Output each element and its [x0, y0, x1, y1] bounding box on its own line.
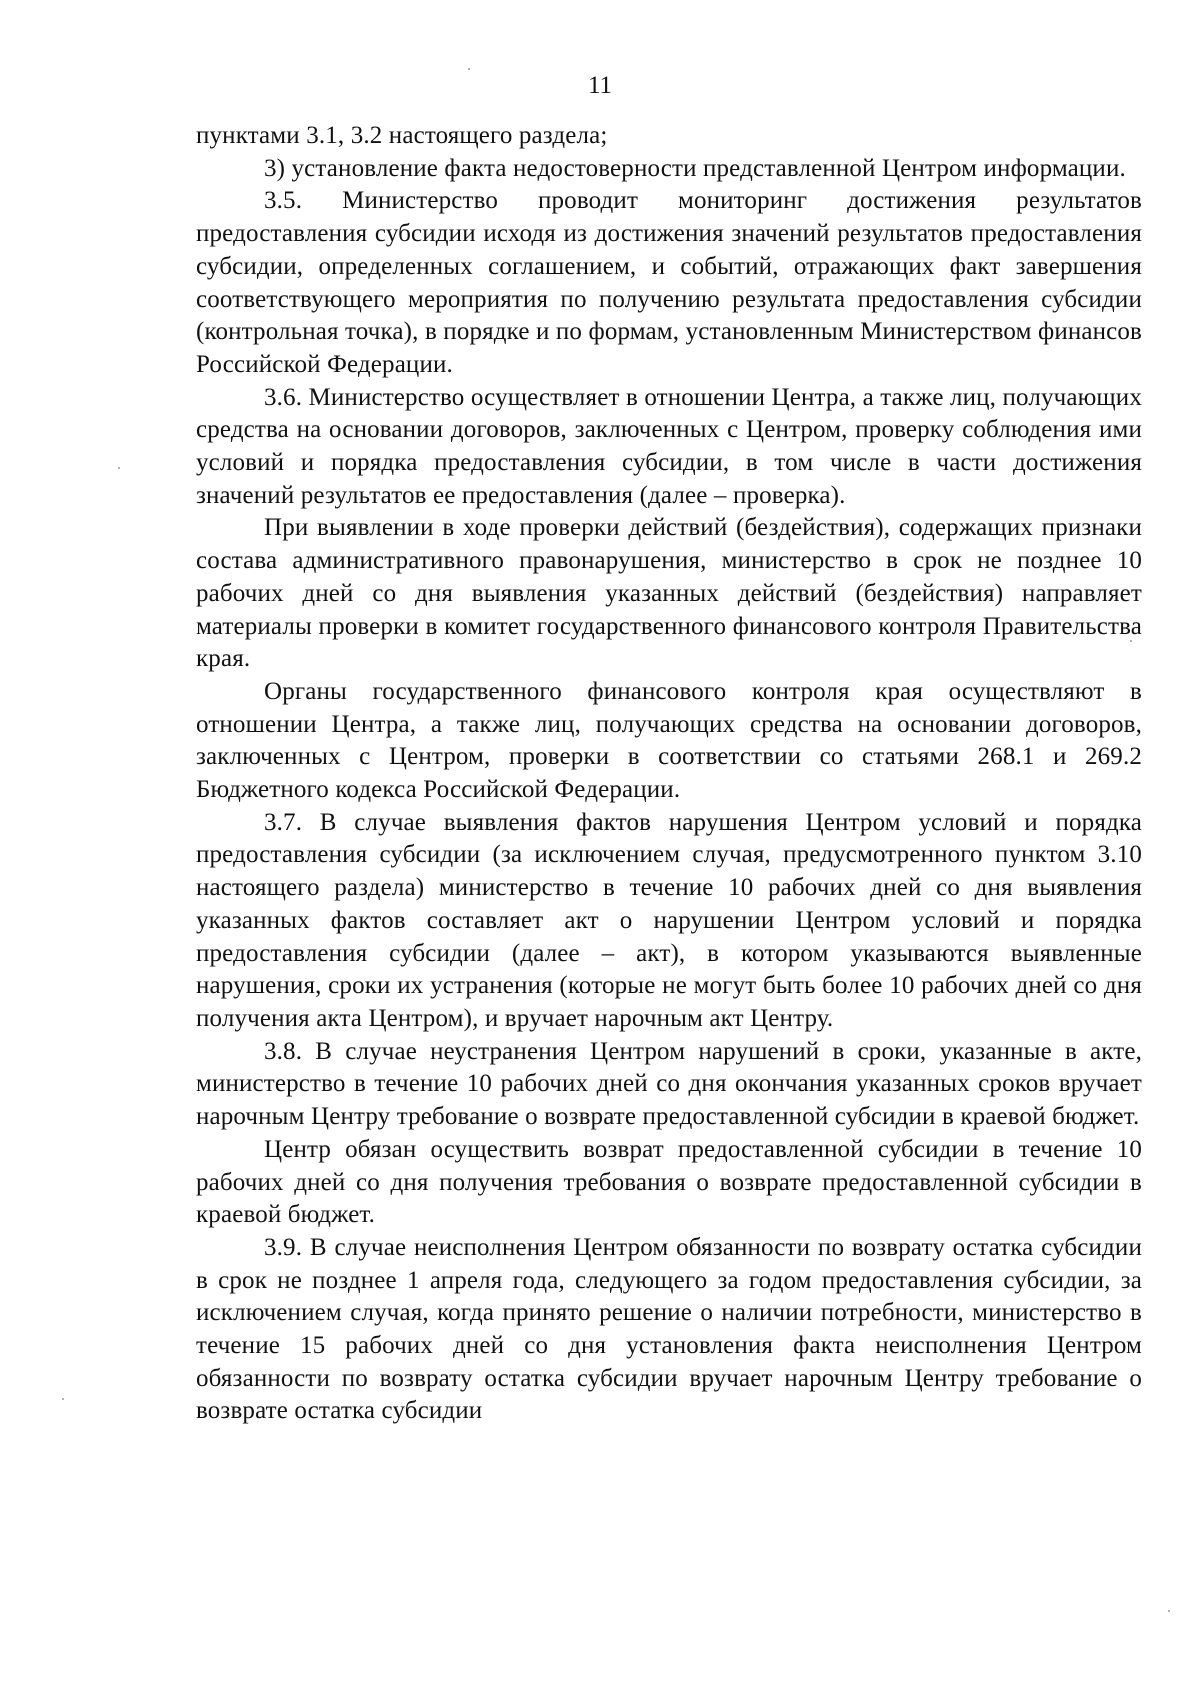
paragraph-10: 3.9. В случае неисполнения Центром обязанности по возврату остатка субсидии в срок не позднее 1 апреля года, следующего за годом предоставления субсидии, за исключением случая, когда принято решение о наличии потребности, министерство в течение 15 рабочих дней со дня установления факта неисполнения Центром обязанности по возврату остатка субсидии вручает нарочным Центру требование о возврате остатка субсидии — [196, 1233, 1142, 1425]
scan-speck — [468, 68, 470, 70]
scan-speck — [62, 1398, 64, 1400]
paragraph-6: Органы государственного финансового контроля края осуществляют в отношении Центра, а также лиц, получающих средства на основании договоров, заключенных с Центром, проверки в соответствии со статьями 268.1 и 269.2 Бюджетного кодекса Российской Федерации. — [196, 677, 1142, 804]
paragraph-1: пунктами 3.1, 3.2 настоящего раздела; — [196, 122, 608, 149]
paragraph-4: 3.6. Министерство осуществляет в отношении Центра, а также лиц, получающих средства на основании договоров, заключенных с Центром, проверку соблюдения ими условий и порядка предоставления субсидии, в том числе в части достижения значений результатов ее предоставления (далее – проверка). — [196, 383, 1142, 509]
paragraph-5: При выявлении в ходе проверки действий (бездействия), содержащих признаки состава административного правонарушения, министерство в срок не позднее 10 рабочих дней со дня выявления указанных действий (бездействия) направляет материалы проверки в комитет государственного финансового контроля Правительства края. — [196, 514, 1142, 673]
paragraph-9: Центр обязан осуществить возврат предоставленной субсидии в течение 10 рабочих дней со дня получения требования о возврате предоставленной субсидии в краевой бюджет. — [196, 1135, 1142, 1229]
paragraph-7: 3.7. В случае выявления фактов нарушения Центром условий и порядка предоставления субсидии (за исключением случая, предусмотренного пунктом 3.10 настоящего раздела) министерство в течение 10 рабочих дней со дня выявления указанных фактов составляет акт о нарушении Центром условий и порядка предоставления субсидии (далее – акт), в котором указываются выявленные нарушения, сроки их устранения (которые не могут быть более 10 рабочих дней со дня получения акта Центром), и вручает нарочным акт Центру. — [196, 808, 1142, 1032]
page-number: 11 — [587, 72, 613, 99]
paragraph-3: 3.5. Министерство проводит мониторинг достижения результатов предоставления субсидии исходя из достижения значений результатов предоставления субсидии, определенных соглашением, и событий, отражающих факт завершения соответствующего мероприятия по получению результата предоставления субсидии (контрольная точка), в порядке и по формам, установленным Министерством финансов Российской Федерации. — [196, 187, 1142, 378]
document-body — [196, 120, 1142, 1428]
scan-speck — [118, 467, 120, 469]
scan-speck — [1168, 1610, 1170, 1612]
scan-speck — [1130, 640, 1132, 642]
paragraph-8: 3.8. В случае неустранения Центром нарушений в сроки, указанные в акте, министерство в течение 10 рабочих дней со дня окончания указанных сроков вручает нарочным Центру требование о возврате предоставленной субсидии в краевой бюджет. — [196, 1037, 1142, 1131]
paragraph-2: 3) установление факта недостоверности представленной Центром информации. — [264, 154, 1126, 182]
